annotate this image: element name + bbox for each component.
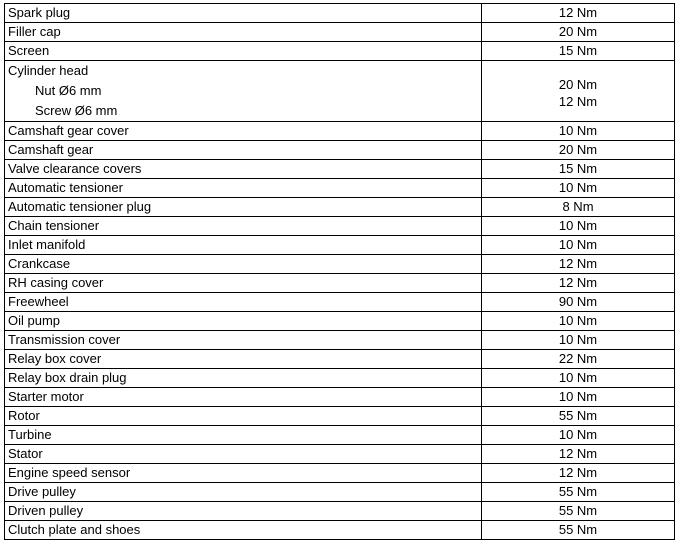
torque-cell: 90 Nm bbox=[482, 293, 675, 312]
item-cell: Engine speed sensor bbox=[5, 464, 482, 483]
item-cell: Starter motor bbox=[5, 388, 482, 407]
torque-cell: 10 Nm bbox=[482, 426, 675, 445]
sub-item-torque: 20 Nm bbox=[558, 77, 598, 92]
item-cell: Relay box cover bbox=[5, 350, 482, 369]
item-cell: Camshaft gear bbox=[5, 141, 482, 160]
torque-cell: 10 Nm bbox=[482, 312, 675, 331]
torque-cell: 15 Nm bbox=[482, 42, 675, 61]
item-cell: Rotor bbox=[5, 407, 482, 426]
torque-cell: 12 Nm bbox=[482, 274, 675, 293]
item-cell: Crankcase bbox=[5, 255, 482, 274]
table-row-cylinder-head bbox=[5, 61, 675, 122]
item-cell: Clutch plate and shoes bbox=[5, 521, 482, 540]
table-row bbox=[5, 160, 675, 179]
table-row bbox=[5, 42, 675, 61]
torque-cell: 55 Nm bbox=[482, 502, 675, 521]
torque-table bbox=[4, 3, 675, 540]
table-row bbox=[5, 312, 675, 331]
item-cell: Drive pulley bbox=[5, 483, 482, 502]
table-row bbox=[5, 388, 675, 407]
item-cell: Automatic tensioner plug bbox=[5, 198, 482, 217]
item-cell: Spark plug bbox=[5, 4, 482, 23]
table-row bbox=[5, 274, 675, 293]
torque-cell: 12 Nm bbox=[482, 255, 675, 274]
table-row bbox=[5, 464, 675, 483]
torque-cell: 22 Nm bbox=[482, 350, 675, 369]
torque-cell: 10 Nm bbox=[482, 179, 675, 198]
torque-cell: 8 Nm bbox=[482, 198, 675, 217]
torque-cell: 55 Nm bbox=[482, 521, 675, 540]
torque-cell: 55 Nm bbox=[482, 483, 675, 502]
item-cell-group bbox=[5, 61, 482, 122]
sub-item-label: Nut Ø6 mm bbox=[35, 83, 102, 98]
torque-table-body bbox=[5, 4, 675, 540]
torque-cell: 12 Nm bbox=[482, 445, 675, 464]
table-row bbox=[5, 521, 675, 540]
item-cell: Filler cap bbox=[5, 23, 482, 42]
table-row bbox=[5, 179, 675, 198]
item-cell: Driven pulley bbox=[5, 502, 482, 521]
torque-cell: 10 Nm bbox=[482, 369, 675, 388]
table-row bbox=[5, 502, 675, 521]
table-row bbox=[5, 4, 675, 23]
torque-cell: 10 Nm bbox=[482, 388, 675, 407]
item-cell: Chain tensioner bbox=[5, 217, 482, 236]
item-cell: Freewheel bbox=[5, 293, 482, 312]
item-cell: Inlet manifold bbox=[5, 236, 482, 255]
table-row bbox=[5, 141, 675, 160]
sub-item-torque: 12 Nm bbox=[558, 94, 598, 109]
torque-cell: 10 Nm bbox=[482, 331, 675, 350]
table-row bbox=[5, 445, 675, 464]
torque-cell: 12 Nm bbox=[482, 464, 675, 483]
torque-cell: 15 Nm bbox=[482, 160, 675, 179]
item-cell: Screen bbox=[5, 42, 482, 61]
table-row bbox=[5, 255, 675, 274]
torque-cell: 10 Nm bbox=[482, 122, 675, 141]
sub-item-label: Screw Ø6 mm bbox=[35, 103, 118, 118]
group-label: Cylinder head bbox=[8, 63, 89, 78]
table-row bbox=[5, 236, 675, 255]
table-row bbox=[5, 426, 675, 445]
torque-cell-group bbox=[482, 61, 675, 122]
table-row bbox=[5, 198, 675, 217]
table-row bbox=[5, 369, 675, 388]
torque-cell: 10 Nm bbox=[482, 236, 675, 255]
torque-cell: 20 Nm bbox=[482, 23, 675, 42]
item-cell: Turbine bbox=[5, 426, 482, 445]
item-cell: Camshaft gear cover bbox=[5, 122, 482, 141]
item-cell: Automatic tensioner bbox=[5, 179, 482, 198]
torque-cell: 20 Nm bbox=[482, 141, 675, 160]
item-cell: RH casing cover bbox=[5, 274, 482, 293]
item-cell: Valve clearance covers bbox=[5, 160, 482, 179]
torque-cell: 10 Nm bbox=[482, 217, 675, 236]
table-row bbox=[5, 331, 675, 350]
item-cell: Oil pump bbox=[5, 312, 482, 331]
table-row bbox=[5, 23, 675, 42]
item-cell: Stator bbox=[5, 445, 482, 464]
table-row bbox=[5, 293, 675, 312]
table-row bbox=[5, 407, 675, 426]
table-row bbox=[5, 217, 675, 236]
torque-cell: 12 Nm bbox=[482, 4, 675, 23]
item-cell: Relay box drain plug bbox=[5, 369, 482, 388]
table-row bbox=[5, 122, 675, 141]
item-cell: Transmission cover bbox=[5, 331, 482, 350]
table-row bbox=[5, 350, 675, 369]
torque-cell: 55 Nm bbox=[482, 407, 675, 426]
table-row bbox=[5, 483, 675, 502]
